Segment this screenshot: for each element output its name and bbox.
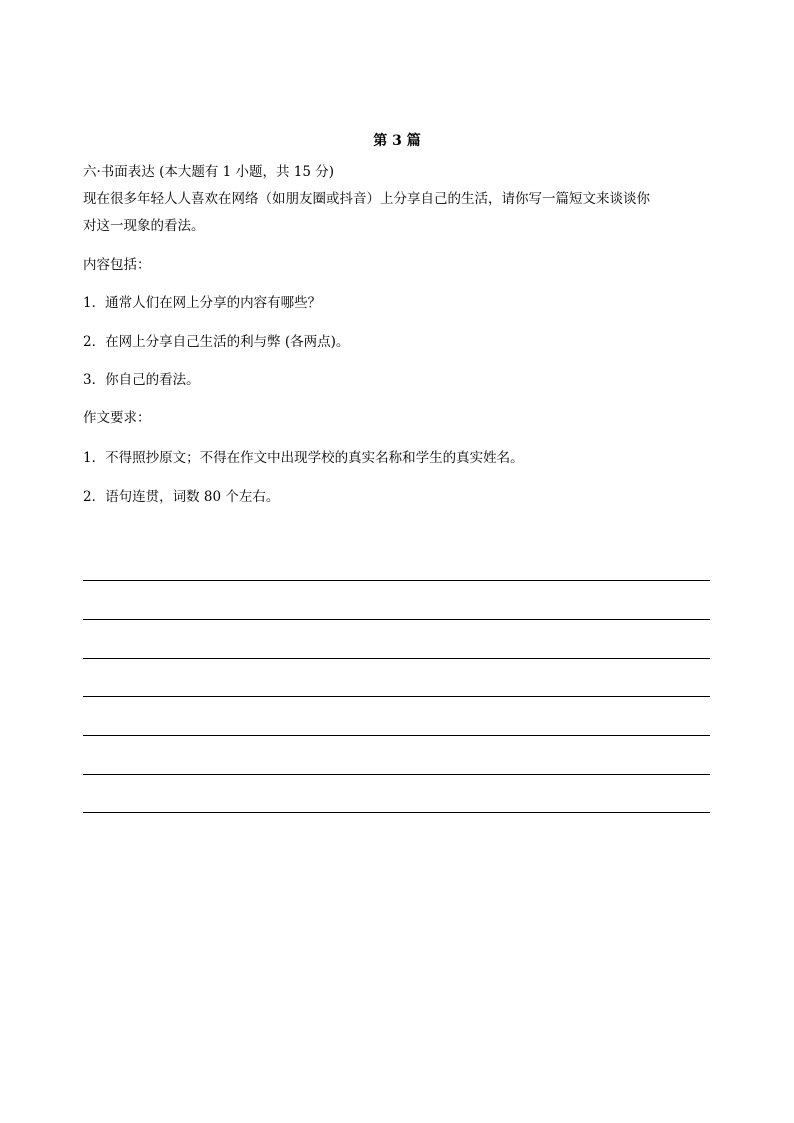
page-title: 第 3 篇 <box>373 133 421 149</box>
prompt-line-1: 现在很多年轻人人喜欢在网络（如朋友圈或抖音）上分享自己的生活，请你写一篇短文来谈谈你 <box>83 191 650 207</box>
answer-line[interactable] <box>83 619 710 620</box>
section-heading: 六·书面表达 (本大题有 1 小题，共 15 分) <box>83 164 335 180</box>
content-item: 3．你自己的看法。 <box>83 372 200 388</box>
requirement-item: 1．不得照抄原文；不得在作文中出现学校的真实名称和学生的真实姓名。 <box>83 450 524 466</box>
answer-line[interactable] <box>83 696 710 697</box>
content-heading: 内容包括： <box>83 257 151 273</box>
content-item: 1．通常人们在网上分享的内容有哪些？ <box>83 295 322 311</box>
answer-line[interactable] <box>83 735 710 736</box>
requirements-heading: 作文要求： <box>83 410 151 426</box>
answer-line[interactable] <box>83 774 710 775</box>
answer-line[interactable] <box>83 580 710 581</box>
answer-line[interactable] <box>83 658 710 659</box>
prompt-line-2: 对这一现象的看法。 <box>83 218 205 234</box>
content-item: 2．在网上分享自己生活的利与弊 (各两点)。 <box>83 334 350 350</box>
requirement-item: 2．语句连贯，词数 80 个左右。 <box>83 489 280 505</box>
answer-line[interactable] <box>83 812 710 813</box>
